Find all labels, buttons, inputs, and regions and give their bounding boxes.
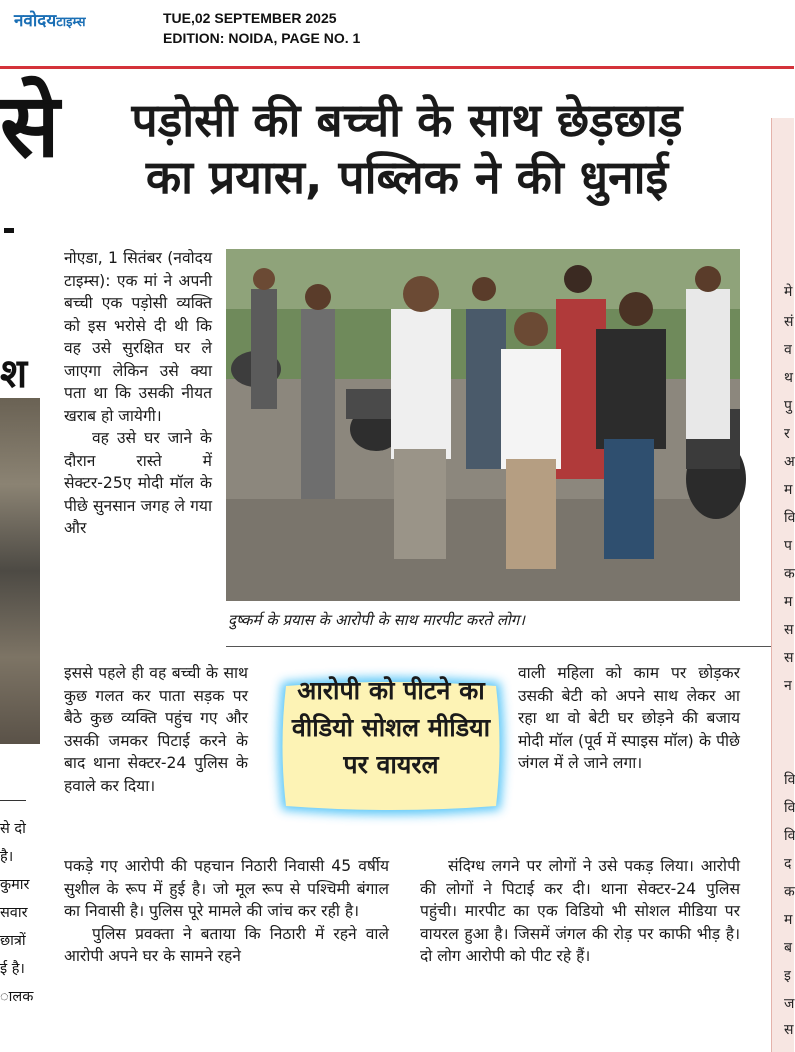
right-text-fragment: म bbox=[784, 482, 793, 498]
right-text-fragment: ज bbox=[784, 996, 795, 1012]
adjacent-article-border bbox=[771, 118, 772, 1052]
right-text-fragment: ब bbox=[784, 940, 792, 956]
right-text-fragment: क bbox=[784, 884, 795, 900]
section-divider bbox=[226, 646, 771, 647]
body-paragraph: वह उसे घर जाने के दौरान रास्ते में सेक्टर-25ए मोदी मॉल के पीछे सुनसान जगह ले गया और bbox=[64, 429, 212, 537]
right-text-fragment: क bbox=[784, 566, 795, 582]
news-photo-illustration bbox=[226, 249, 740, 601]
right-text-fragment: द bbox=[784, 856, 792, 872]
left-photo-fragment bbox=[0, 398, 40, 744]
masthead bbox=[0, 0, 794, 64]
article-bottom-left bbox=[64, 855, 389, 968]
article-bottom-right bbox=[420, 855, 740, 968]
headline-line-2: का प्रयास, पब्लिक ने की धुनाई bbox=[145, 150, 669, 204]
header-divider bbox=[0, 66, 794, 69]
body-paragraph: इससे पहले ही वह बच्ची के साथ कुछ गलत कर पाता सड़क पर बैठे कुछ व्यक्ति पहुंच गए और उसकी जमकर पिटाई करने के बाद थाना सेक्टर-24 पुलिस के हवाले कर दिया। bbox=[64, 664, 248, 795]
right-text-fragment: अ bbox=[784, 454, 795, 470]
news-photo bbox=[226, 249, 740, 601]
body-paragraph: संदिग्ध लगने पर लोगों ने उसे पकड़ लिया। आरोपी की लोगों ने पिटाई कर दी। थाना सेक्टर-24 पुलिस पहुंची। मारपीट का एक विडियो भी सोशल मीडिया पर वायरल हुआ है। जिसमें जंगल की रोड़ पर काफी भीड़ है। दो लोग आरोपी को पीट रहे हैं। bbox=[420, 857, 740, 965]
right-text-fragment: वि bbox=[784, 800, 795, 816]
logo-main: नवोदय bbox=[14, 11, 57, 31]
photo-caption: दुष्कर्म के प्रयास के आरोपी के साथ मारपीट करते लोग। bbox=[228, 611, 525, 629]
body-paragraph: पकड़े गए आरोपी की पहचान निठारी निवासी 45 वर्षीय सुशील के रूप में हुई है। जो मूल रूप से पश्चिमी बंगाल का निवासी है। पुलिस पूरे मामले की जांच कर रही है। bbox=[64, 857, 389, 920]
right-text-fragment: स bbox=[784, 650, 794, 666]
left-text-line: छात्रों bbox=[0, 933, 26, 949]
left-subhead-fragment: श bbox=[0, 351, 28, 397]
right-text-fragment: स bbox=[784, 622, 794, 638]
right-text-fragment: र bbox=[784, 426, 790, 442]
left-text-line: ई है। bbox=[0, 961, 25, 977]
right-text-fragment: न bbox=[784, 678, 792, 694]
left-rule bbox=[0, 800, 26, 801]
right-text-fragment: वि bbox=[784, 772, 795, 788]
right-text-fragment: पु bbox=[784, 398, 792, 414]
right-text-fragment: थ bbox=[784, 370, 793, 386]
right-text-fragment: वि bbox=[784, 828, 795, 844]
right-text-fragment: प bbox=[784, 538, 792, 554]
left-text-line: कुमार bbox=[0, 877, 30, 893]
right-text-fragment: स bbox=[784, 1022, 794, 1038]
highlight-text: आरोपी को पीटने का वीडियो सोशल मीडिया पर वायरल bbox=[291, 676, 491, 779]
left-text-line: है। bbox=[0, 849, 14, 865]
headline-line-1: पड़ोसी की बच्ची के साथ छेड़छाड़ bbox=[131, 93, 683, 147]
right-text-fragment: व bbox=[784, 342, 792, 358]
article-column-2 bbox=[64, 662, 248, 797]
right-text-fragment: म bbox=[784, 912, 793, 928]
left-dash bbox=[4, 228, 14, 233]
body-paragraph: वाली महिला को काम पर छोड़कर उसकी बेटी को अपने साथ लेकर आ रहा था वो बेटी घर छोड़ने की बजाय मोदी मॉल (पूर्व में स्पाइस मॉल) के पीछे जंगल में ले जाने लगा। bbox=[518, 664, 740, 772]
left-text-line: ालक bbox=[0, 989, 34, 1005]
left-text-line: से दो bbox=[0, 821, 26, 837]
edition-info: EDITION: NOIDA, PAGE NO. 1 bbox=[163, 30, 361, 46]
left-headline-fragment: से bbox=[0, 74, 60, 177]
dateline-paragraph: नोएडा, 1 सितंबर (नवोदय टाइम्स): एक मां ने अपनी बच्ची एक पड़ोसी व्यक्ति को इस भरोसे दी थी कि वह उसे सुरक्षित घर ले जाएगा लेकिन उसे क्या पता था कि उसकी नीयत खराब हो जायेगी। bbox=[64, 249, 212, 425]
newspaper-logo bbox=[14, 8, 86, 31]
right-text-fragment: इ bbox=[784, 968, 791, 984]
body-paragraph: पुलिस प्रवक्ता ने बताया कि निठारी में रहने वाले आरोपी अपने घर के सामने रहने bbox=[64, 924, 389, 965]
logo-sub: टाइम्स bbox=[56, 15, 86, 30]
left-text-line: सवार bbox=[0, 905, 28, 921]
article-column-1 bbox=[64, 247, 212, 540]
article-column-3 bbox=[518, 662, 740, 775]
right-text-fragment: म bbox=[784, 594, 793, 610]
right-text-fragment: वि bbox=[784, 510, 795, 526]
article-headline bbox=[62, 92, 752, 206]
right-text-fragment: मे bbox=[784, 284, 793, 300]
right-text-fragment: सं bbox=[784, 314, 794, 330]
edition-date: TUE,02 SEPTEMBER 2025 bbox=[163, 10, 337, 26]
